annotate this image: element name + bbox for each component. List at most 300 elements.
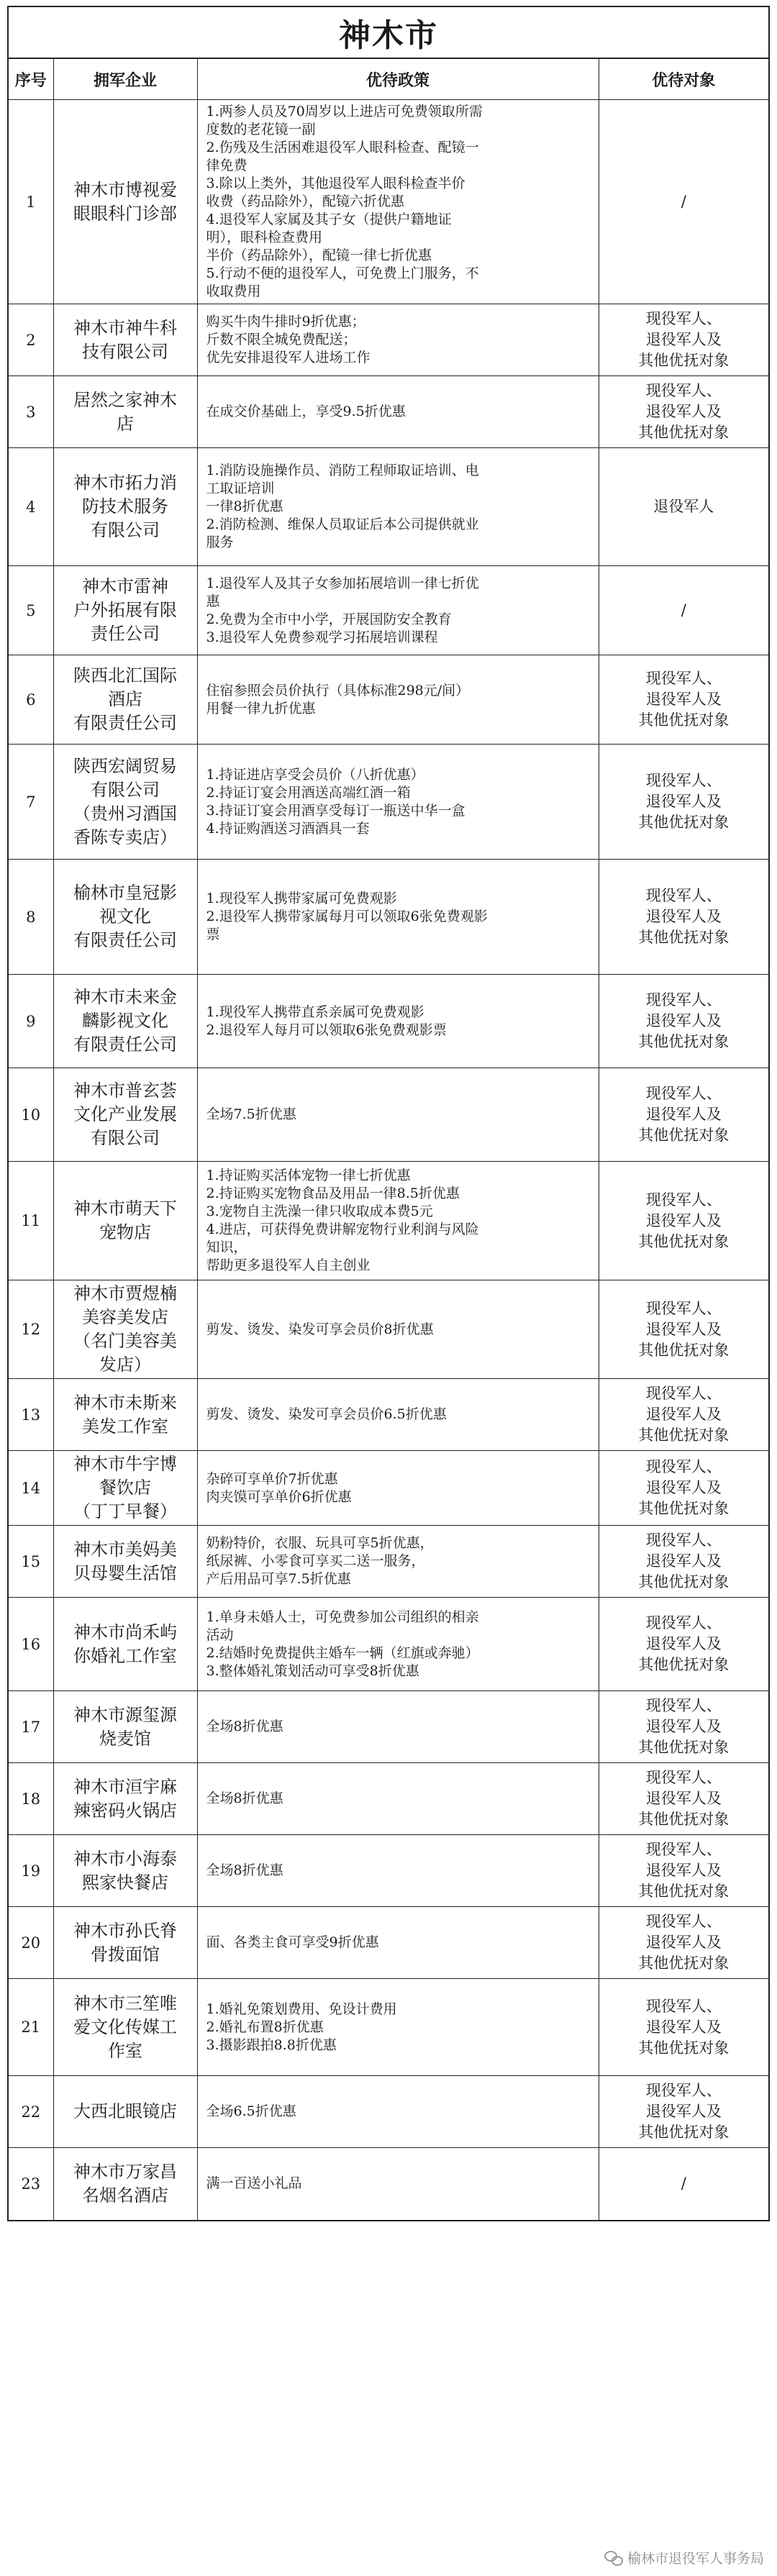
target-text-line: 退役军人及	[645, 908, 722, 925]
enterprise-name-line: 神木市神牛科	[73, 317, 177, 338]
target-text	[599, 1907, 768, 1979]
target-text	[599, 745, 768, 860]
header-target: 优待对象	[599, 59, 768, 100]
policy-text-line: 剪发、烫发、染发可享会员价6.5折优惠	[206, 1406, 447, 1422]
policy-text	[197, 1835, 599, 1907]
target-text-line: 其他优抚对象	[638, 1739, 730, 1756]
policy-text-line: 服务	[206, 534, 234, 550]
target-text	[599, 2148, 768, 2220]
enterprise-name	[53, 304, 197, 376]
target-text-line: 现役军人、	[645, 991, 722, 1009]
enterprise-name-line: 宠物店	[99, 1222, 151, 1242]
table-row	[9, 1068, 768, 1162]
policy-text-line: 2.退役军人携带家属每月可以领取6张免费观影	[206, 909, 488, 924]
enterprise-name-line: 神木市雷神	[82, 576, 168, 596]
enterprise-name	[53, 1162, 197, 1280]
target-text	[599, 1379, 768, 1451]
enterprise-name-line: 神木市美妈美	[73, 1539, 177, 1560]
target-text	[599, 2076, 768, 2148]
policy-text-line: 杂碎可享单价7折优惠	[206, 1470, 338, 1487]
enterprise-name	[53, 1451, 197, 1526]
target-text-line: 退役军人及	[645, 1718, 722, 1735]
row-index: 14	[9, 1451, 53, 1526]
target-text	[599, 376, 768, 448]
enterprise-name	[53, 860, 197, 975]
enterprise-name-line: 酒店	[108, 689, 142, 709]
enterprise-name-line: 发店）	[99, 1355, 151, 1375]
target-text-line: 其他优抚对象	[638, 1811, 730, 1828]
target-text-line: 现役军人、	[645, 1997, 722, 2015]
enterprise-name-line: 神木市牛宇博	[73, 1454, 177, 1474]
table-row	[9, 566, 768, 655]
row-index: 15	[9, 1526, 53, 1598]
policy-text	[197, 2148, 599, 2220]
enterprise-name	[53, 1598, 197, 1691]
enterprise-name-line: 香陈专卖店）	[73, 827, 177, 847]
target-text-line: 其他优抚对象	[638, 814, 730, 831]
policy-text-line: 4.退役军人家属及其子女（提供户籍地证	[206, 211, 452, 227]
enterprise-name-line: 辣密码火锅店	[73, 1800, 177, 1821]
policy-text-line: 1.持证进店享受会员价（八折优惠）	[206, 766, 424, 783]
target-text-line: 其他优抚对象	[638, 1033, 730, 1050]
enterprise-name-line: 神木市万家昌	[73, 2161, 177, 2182]
watermark-text: 榆林市退役军人事务局	[627, 2551, 764, 2567]
policy-text-line: 帮助更多退役军人自主创业	[206, 1257, 371, 1273]
enterprise-name-line: 爱文化传媒工	[73, 2016, 177, 2037]
target-text	[599, 1598, 768, 1691]
enterprise-name-line: 户外拓展有限	[73, 600, 177, 620]
policy-text	[197, 448, 599, 566]
enterprise-name-line: 神木市未斯来	[73, 1392, 177, 1413]
target-text-line: 现役军人、	[645, 887, 722, 904]
enterprise-name-line: 神木市孙氏脊	[73, 1920, 177, 1941]
enterprise-name	[53, 566, 197, 655]
policy-text-line: 3.退役军人免费参观学习拓展培训课程	[206, 629, 438, 645]
enterprise-name	[53, 2148, 197, 2220]
policy-text-line: 3.宠物自主洗澡一律只收取成本费5元	[206, 1203, 433, 1219]
policy-text-line: 知识，	[206, 1239, 247, 1255]
enterprise-name-line: 有限责任公司	[73, 713, 177, 733]
target-text-line: 现役军人、	[645, 772, 722, 789]
table-row	[9, 1280, 768, 1379]
policy-text-line: 2.持证订宴会用酒送高端红酒一箱	[206, 784, 411, 801]
header-policy: 优待政策	[197, 59, 599, 100]
policy-text-line: 面、各类主食可享受9折优惠	[206, 1934, 379, 1950]
target-text	[599, 566, 768, 655]
table-row	[9, 1451, 768, 1526]
enterprise-name-line: 神木市拓力消	[73, 473, 177, 493]
target-text-line: 退役军人及	[645, 1320, 722, 1338]
policy-text-line: 4.持证购酒送习酒酒具一套	[206, 820, 370, 837]
enterprise-name-line: （贵州习酒国	[73, 803, 177, 824]
table-row	[9, 1379, 768, 1451]
target-text-line: 其他优抚对象	[638, 1232, 730, 1250]
policy-text	[197, 100, 599, 304]
enterprise-name-line: 有限责任公司	[73, 1034, 177, 1055]
policy-text-line: 2.持证购买宠物食品及用品一律8.5折优惠	[206, 1185, 460, 1201]
table-row	[9, 1763, 768, 1835]
policy-text-line: 2.伤残及生活困难退役军人眼科检查、配镜一	[206, 140, 479, 155]
target-text-line: 其他优抚对象	[638, 1500, 730, 1517]
policy-text-line: 1.现役军人携带直系亲属可免费观影	[206, 1003, 424, 1020]
policy-text-line: 1.单身未婚人士，可免费参加公司组织的相亲	[206, 1608, 479, 1625]
table-row	[9, 1162, 768, 1280]
enterprise-name-line: 神木市洹宇麻	[73, 1776, 177, 1797]
target-text	[599, 655, 768, 745]
enterprise-name-line: （名门美容美	[73, 1331, 177, 1351]
policy-text	[197, 1162, 599, 1280]
target-text	[599, 448, 768, 566]
row-index: 3	[9, 376, 53, 448]
policy-text-line: 2.婚礼布置8折优惠	[206, 2019, 324, 2035]
enterprise-name	[53, 1979, 197, 2076]
target-text-line: 其他优抚对象	[638, 2124, 730, 2141]
policy-text-line: 活动	[206, 1626, 234, 1643]
target-text-line: 其他优抚对象	[638, 1883, 730, 1900]
row-index: 6	[9, 655, 53, 745]
policy-text	[197, 975, 599, 1068]
enterprise-name-line: 榆林市皇冠影	[73, 883, 177, 903]
table-row	[9, 304, 768, 376]
target-text-line: 现役军人、	[645, 1191, 722, 1209]
policy-text	[197, 655, 599, 745]
page-title: 神木市	[9, 7, 768, 59]
policy-text-line: 3.整体婚礼策划活动可享受8折优惠	[206, 1662, 419, 1679]
target-text-line: 其他优抚对象	[638, 2039, 730, 2057]
enterprise-name-line: 文化产业发展	[73, 1104, 177, 1124]
enterprise-name	[53, 1068, 197, 1162]
enterprise-name-line: 神木市源玺源	[73, 1704, 177, 1725]
target-text-line: 退役军人及	[645, 2018, 722, 2036]
target-text-line: 其他优抚对象	[638, 352, 730, 369]
table-row	[9, 2148, 768, 2220]
policy-text	[197, 2076, 599, 2148]
policy-text-line: 全场8折优惠	[206, 1719, 283, 1734]
target-text	[599, 975, 768, 1068]
row-index: 13	[9, 1379, 53, 1451]
policy-text-line: 2.消防检测、维保人员取证后本公司提供就业	[206, 516, 479, 532]
policy-text	[197, 1763, 599, 1835]
policy-text-line: 5.行动不便的退役军人，可免费上门服务，不	[206, 265, 479, 281]
table-row	[9, 1691, 768, 1763]
enterprise-name	[53, 1691, 197, 1763]
target-text	[599, 1280, 768, 1379]
row-index: 8	[9, 860, 53, 975]
enterprise-name-line: 神木市小海泰	[73, 1848, 177, 1869]
row-index: 1	[9, 100, 53, 304]
target-text-line: /	[681, 601, 686, 619]
enterprise-name-line: 神木市萌天下	[73, 1198, 177, 1219]
enterprise-name	[53, 2076, 197, 2148]
target-text-line: 其他优抚对象	[638, 711, 730, 729]
table-row	[9, 1526, 768, 1598]
enterprise-name-line: 麟影视文化	[82, 1011, 168, 1031]
policy-text	[197, 1451, 599, 1526]
policy-text-line: 满一百送小礼品	[206, 2175, 302, 2192]
target-text-line: 现役军人、	[645, 1532, 722, 1549]
target-text-line: 退役军人及	[645, 1790, 722, 1807]
enterprise-name	[53, 745, 197, 860]
target-text-line: 现役军人、	[645, 1769, 722, 1786]
enterprise-name-line: 有限公司	[91, 779, 160, 800]
enterprise-name	[53, 655, 197, 745]
table-row	[9, 100, 768, 304]
target-text-line: /	[681, 2175, 686, 2193]
target-text-line: 退役军人及	[645, 403, 722, 420]
policy-text-line: 3.除以上类外，其他退役军人眼科检查半价	[206, 176, 465, 191]
target-text-line: 其他优抚对象	[638, 1127, 730, 1144]
row-index: 18	[9, 1763, 53, 1835]
enterprise-name-line: 陕西北汇国际	[73, 665, 177, 686]
enterprise-name-line: 有限责任公司	[73, 930, 177, 950]
enterprise-name-line: 神木市普玄荟	[73, 1080, 177, 1101]
target-text-line: 其他优抚对象	[638, 1954, 730, 1972]
target-text-line: 现役军人、	[645, 382, 722, 399]
policy-text	[197, 860, 599, 975]
enterprise-name	[53, 1907, 197, 1979]
policy-text-line: 住宿参照会员价执行（具体标准298元/间）	[206, 682, 470, 698]
policy-text-line: 3.持证订宴会用酒享受每订一瓶送中华一盒	[206, 802, 465, 819]
table-row	[9, 376, 768, 448]
row-index: 5	[9, 566, 53, 655]
enterprise-name-line: 神木市三笙唯	[73, 1993, 177, 2013]
policy-sheet	[7, 6, 770, 2221]
policy-text-line: 购买牛肉牛排时9折优惠；	[206, 314, 365, 329]
policy-text	[197, 566, 599, 655]
enterprise-name-line: 作室	[108, 2040, 142, 2061]
enterprise-name-line: 店	[117, 413, 134, 434]
policy-text-line: 剪发、烫发、染发可享会员价8折优惠	[206, 1321, 434, 1337]
policy-text-line: 工取证培训	[206, 481, 275, 496]
enterprise-name-line: 神木市贾煜楠	[73, 1283, 177, 1303]
enterprise-name-line: 骨拨面馆	[91, 1944, 160, 1965]
enterprise-name	[53, 1280, 197, 1379]
wechat-icon	[604, 2551, 623, 2565]
enterprise-name	[53, 448, 197, 566]
enterprise-name-line: 名烟名酒店	[82, 2185, 168, 2206]
policy-text-line: 半价（药品除外），配镜一律七折优惠	[206, 247, 432, 263]
policy-text-line: 票	[206, 927, 220, 942]
enterprise-name	[53, 975, 197, 1068]
target-text-line: 其他优抚对象	[638, 1573, 730, 1590]
target-text-line: 退役军人及	[645, 1012, 722, 1029]
enterprise-name	[53, 1526, 197, 1598]
policy-text-line: 用餐一律九折优惠	[206, 700, 316, 716]
target-text	[599, 1835, 768, 1907]
policy-text-line: 斤数不限全城免费配送；	[206, 332, 357, 347]
policy-text-line: 1.持证购买活体宠物一律七折优惠	[206, 1168, 411, 1183]
target-text-line: 其他优抚对象	[638, 1426, 730, 1444]
target-text-line: 退役军人及	[645, 1211, 722, 1229]
policy-text-line: 1.现役军人携带家属可免费观影	[206, 891, 397, 906]
target-text-line: 现役军人、	[645, 1458, 722, 1475]
target-text-line: 退役军人及	[645, 1635, 722, 1652]
enterprise-name-line: 烧麦馆	[99, 1728, 151, 1749]
target-text-line: 退役军人及	[645, 1406, 722, 1423]
table-row	[9, 975, 768, 1068]
row-index: 16	[9, 1598, 53, 1691]
policy-text-line: 奶粉特价，衣服、玩具可享5折优惠，	[206, 1535, 434, 1551]
target-text-line: 现役军人、	[645, 1913, 722, 1930]
policy-text	[197, 376, 599, 448]
enterprise-name-line: 神木市尚禾屿	[73, 1621, 177, 1642]
policy-text-line: 1.退役军人及其子女参加拓展培训一律七折优	[206, 575, 479, 591]
target-text-line: 退役军人及	[645, 331, 722, 348]
table-row	[9, 1835, 768, 1907]
policy-text-line: 惠	[206, 593, 220, 609]
watermark	[604, 2548, 764, 2567]
table-row	[9, 1907, 768, 1979]
policy-text-line: 3.摄影跟拍8.8折优惠	[206, 2036, 337, 2053]
target-text	[599, 1162, 768, 1280]
target-text-line: 现役军人、	[645, 1614, 722, 1631]
row-index: 19	[9, 1835, 53, 1907]
target-text	[599, 304, 768, 376]
policy-text-line: 2.结婚时免费提供主婚车一辆（红旗或奔驰）	[206, 1644, 479, 1661]
target-text-line: 现役军人、	[645, 1299, 722, 1317]
policy-text-line: 全场8折优惠	[206, 1862, 283, 1878]
enterprise-name-line: 美容美发店	[82, 1307, 168, 1327]
policy-text	[197, 304, 599, 376]
target-text-line: 其他优抚对象	[638, 424, 730, 441]
policy-text-line: 2.退役军人每月可以领取6张免费观影票	[206, 1021, 447, 1038]
enterprise-name-line: 神木市博视爱	[73, 179, 177, 200]
target-text-line: 现役军人、	[645, 670, 722, 687]
row-index: 11	[9, 1162, 53, 1280]
target-text-line: /	[681, 193, 686, 210]
policy-text	[197, 1526, 599, 1598]
policy-text	[197, 1907, 599, 1979]
row-index: 2	[9, 304, 53, 376]
policy-text-line: 收费（药品除外），配镜六折优惠	[206, 194, 405, 209]
target-text	[599, 100, 768, 304]
enterprise-name-line: 居然之家神木	[73, 389, 177, 410]
policy-text-line: 在成交价基础上，享受9.5折优惠	[206, 404, 406, 419]
enterprise-name-line: 你婚礼工作室	[73, 1645, 177, 1666]
enterprise-name	[53, 1835, 197, 1907]
enterprise-name-line: 有限公司	[91, 1128, 160, 1148]
policy-text	[197, 1691, 599, 1763]
table-row	[9, 745, 768, 860]
policy-text-line: 全场8折优惠	[206, 1790, 283, 1806]
enterprise-name-line: 眼眼科门诊部	[73, 203, 177, 224]
target-text-line: 现役军人、	[645, 2082, 722, 2099]
enterprise-name-line: 有限公司	[91, 520, 160, 540]
policy-text	[197, 1280, 599, 1379]
target-text-line: 现役军人、	[645, 1385, 722, 1402]
target-text-line: 退役军人及	[645, 1479, 722, 1496]
table-row	[9, 1598, 768, 1691]
table-row	[9, 860, 768, 975]
table-header-row	[9, 59, 768, 100]
target-text-line: 退役军人及	[645, 793, 722, 810]
enterprise-name-line: 神木市未来金	[73, 987, 177, 1007]
row-index: 21	[9, 1979, 53, 2076]
target-text	[599, 1068, 768, 1162]
policy-text-line: 收取费用	[206, 283, 261, 299]
target-text-line: 退役军人及	[645, 1934, 722, 1951]
target-text-line: 现役军人、	[645, 1841, 722, 1858]
policy-text-line: 4.进店，可获得免费讲解宠物行业利润与风险	[206, 1221, 479, 1237]
policy-text-line: 1.婚礼免策划费用、免设计费用	[206, 2001, 397, 2017]
table-row	[9, 2076, 768, 2148]
row-index: 23	[9, 2148, 53, 2220]
enterprise-name	[53, 100, 197, 304]
policy-text-line: 度数的老花镜一副	[206, 122, 316, 137]
target-text-line: 退役军人及	[645, 691, 722, 708]
row-index: 9	[9, 975, 53, 1068]
target-text	[599, 1979, 768, 2076]
target-text-line: 退役军人及	[645, 1862, 722, 1879]
enterprise-name	[53, 1763, 197, 1835]
table-row	[9, 1979, 768, 2076]
policy-text	[197, 1979, 599, 2076]
target-text-line: 退役军人及	[645, 1552, 722, 1570]
target-text-line: 现役军人、	[645, 1697, 722, 1714]
enterprise-name-line: 责任公司	[91, 624, 160, 644]
target-text-line: 其他优抚对象	[638, 929, 730, 946]
target-text	[599, 860, 768, 975]
target-text-line: 退役军人及	[645, 2103, 722, 2120]
row-index: 22	[9, 2076, 53, 2148]
enterprise-name-line: 贝母婴生活馆	[73, 1562, 177, 1583]
policy-table	[9, 59, 768, 2220]
enterprise-name-line: （丁丁早餐）	[73, 1501, 177, 1521]
enterprise-name-line: 餐饮店	[99, 1478, 151, 1498]
policy-text	[197, 1598, 599, 1691]
policy-text-line: 2.免费为全市中小学，开展国防安全教育	[206, 611, 452, 627]
target-text-line: 其他优抚对象	[638, 1656, 730, 1673]
table-row	[9, 655, 768, 745]
target-text	[599, 1526, 768, 1598]
policy-text-line: 明），眼科检查费用	[206, 229, 323, 245]
row-index: 12	[9, 1280, 53, 1379]
row-index: 7	[9, 745, 53, 860]
enterprise-name-line: 大西北眼镜店	[73, 2101, 177, 2121]
policy-text-line: 纸尿裤、小零食可享买二送一服务，	[206, 1553, 425, 1569]
table-row	[9, 448, 768, 566]
header-enterprise: 拥军企业	[53, 59, 197, 100]
enterprise-name-line: 美发工作室	[82, 1416, 168, 1437]
target-text-line: 退役军人及	[645, 1106, 722, 1123]
policy-text-line: 律免费	[206, 158, 247, 173]
policy-text-line: 全场7.5折优惠	[206, 1106, 296, 1122]
target-text	[599, 1451, 768, 1526]
enterprise-name-line: 技有限公司	[82, 341, 168, 362]
enterprise-name-line: 防技术服务	[82, 496, 168, 516]
enterprise-name	[53, 376, 197, 448]
policy-text-line: 全场6.5折优惠	[206, 2103, 296, 2119]
enterprise-name-line: 熙家快餐店	[82, 1872, 168, 1893]
enterprise-name-line: 陕西宏阔贸易	[73, 755, 177, 776]
policy-text-line: 产后用品可享7.5折优惠	[206, 1571, 351, 1587]
row-index: 10	[9, 1068, 53, 1162]
policy-text-line: 1.两参人员及70周岁以上进店可免费领取所需	[206, 104, 483, 119]
policy-text-line: 1.消防设施操作员、消防工程师取证培训、电	[206, 463, 479, 478]
target-text-line: 其他优抚对象	[638, 1341, 730, 1359]
row-index: 4	[9, 448, 53, 566]
row-index: 17	[9, 1691, 53, 1763]
policy-text	[197, 1068, 599, 1162]
policy-text	[197, 745, 599, 860]
enterprise-name	[53, 1379, 197, 1451]
policy-text-line: 优先安排退役军人进场工作	[206, 350, 371, 365]
policy-text-line: 肉夹馍可享单价6折优惠	[206, 1488, 352, 1505]
policy-text	[197, 1379, 599, 1451]
target-text-line: 现役军人、	[645, 310, 722, 327]
header-index: 序号	[9, 59, 53, 100]
enterprise-name-line: 视文化	[99, 906, 151, 927]
